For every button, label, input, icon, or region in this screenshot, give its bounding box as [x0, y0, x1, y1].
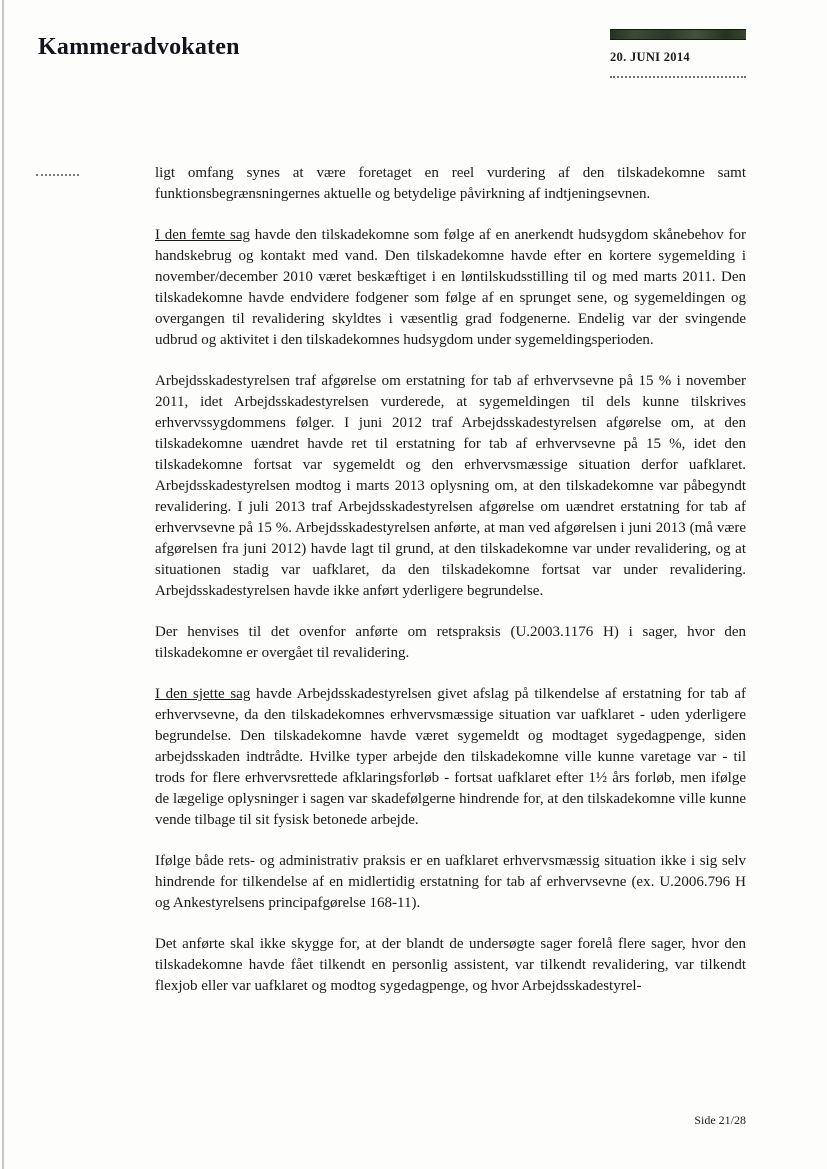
underlined-lead: I den femte sag: [155, 227, 250, 243]
underlined-lead: I den sjette sag: [155, 686, 251, 702]
page-number: Side 21/28: [694, 1113, 746, 1127]
scan-edge-artifact: [2, 0, 4, 1169]
header-green-bar: [610, 29, 746, 40]
margin-dotted-rule: [36, 174, 79, 176]
paragraph: I den femte sag havde den tilskadekomne som følge af en anerkendt hudsygdom skånebehov for handskebrug og kontakt med vand. Den tilskadekomne havde efter en kortere sygemelding i november/december 2010 været beskæftiget i en løntilskudsstilling til og med marts 2011. Den tilskadekomne havde endvidere fodgener som følge af en sprunget sene, og sygemeldingen og overgangen til revalidering skyldtes i væsentlig grad fodgenerne. Endelig var der svingende udbrud og aktivitet i den tilskadekomnes hudsygdom under sygemeldingsperioden.: [155, 227, 747, 348]
body-text: [155, 163, 746, 1017]
company-logo: Kammeradvokaten: [38, 34, 240, 60]
paragraph: I den sjette sag havde Arbejdsskadestyrelsen givet afslag på tilkendelse af erstatning for tab af erhvervsevne, da den tilskadekomnes erhvervsmæssige situation var uafklaret - uden yderligere begrundelse. Den tilskadekomne havde været sygemeldt og modtaget sygedagpenge, siden arbejdsskaden indtrådte. Hvilke typer arbejde den tilskadekomne ville kunne varetage var - til trods for flere erhvervsrettede afklaringsforløb - fortsat uafklaret efter 1½ års forløb, men ifølge de lægelige oplysninger i sagen var skadefølgerne hindrende for, at den tilskadekomne ville kunne vende tilbage til sit fysisk betonede arbejde.: [155, 686, 746, 828]
paragraph: Der henvises til det ovenfor anførte om retspraksis (U.2003.1176 H) i sager, hvor den tilskadekomne er overgået til revalidering.: [155, 624, 746, 661]
paragraph: Det anførte skal ikke skygge for, at der blandt de undersøgte sager forelå flere sager, hvor den tilskadekomne havde fået tilkendt en personlig assistent, var tilkendt revalidering, var tilkendt flexjob eller var uafklaret og modtog sygedagpenge, og hvor Arbejdsskadestyrel-: [155, 936, 746, 994]
header-dotted-rule: [610, 76, 746, 78]
header-date-block: [610, 29, 746, 78]
paragraph: ligt omfang synes at være foretaget en reel vurdering af den tilskadekomne samt funktionsbegrænsningernes aktuelle og betydelige påvirkning af indtjeningsevnen.: [155, 165, 746, 202]
paragraph: Arbejdsskadestyrelsen traf afgørelse om erstatning for tab af erhvervsevne på 15 % i november 2011, idet Arbejdsskadestyrelsen vurderede, at sygemeldingen til dels kunne tilskrives erhvervssygdommens følger. I juni 2012 traf Arbejdsskadestyrelsen afgørelse om, at den tilskadekomne uændret havde ret til erstatning for tab af erhvervsevne på 15 %, idet den tilskadekomne fortsat var sygemeldt og den erhvervsmæssige situation derfor uafklaret. Arbejdsskadestyrelsen modtog i marts 2013 oplysning om, at den tilskadekomne var påbegyndt revalidering. I juli 2013 traf Arbejdsskadestyrelsen afgørelse om uændret erstatning for tab af erhvervsevne på 15 %. Arbejdsskadestyrelsen anførte, at man ved afgørelsen i juni 2013 (må være afgørelsen fra juni 2012) havde lagt til grund, at den tilskadekomne var under revalidering, og at situationen stadig var uafklaret, da den tilskadekomne fortsat var under revalidering. Arbejdsskadestyrelsen havde ikke anført yderligere begrundelse.: [155, 373, 746, 599]
document-date: 20. JUNI 2014: [610, 50, 690, 64]
paragraph: Ifølge både rets- og administrativ praksis er en uafklaret erhvervsmæssig situation ikke i sig selv hindrende for tilkendelse af en midlertidig erstatning for tab af erhvervsevne (ex. U.2006.796 H og Ankestyrelsens principafgørelse 168-11).: [155, 853, 746, 911]
